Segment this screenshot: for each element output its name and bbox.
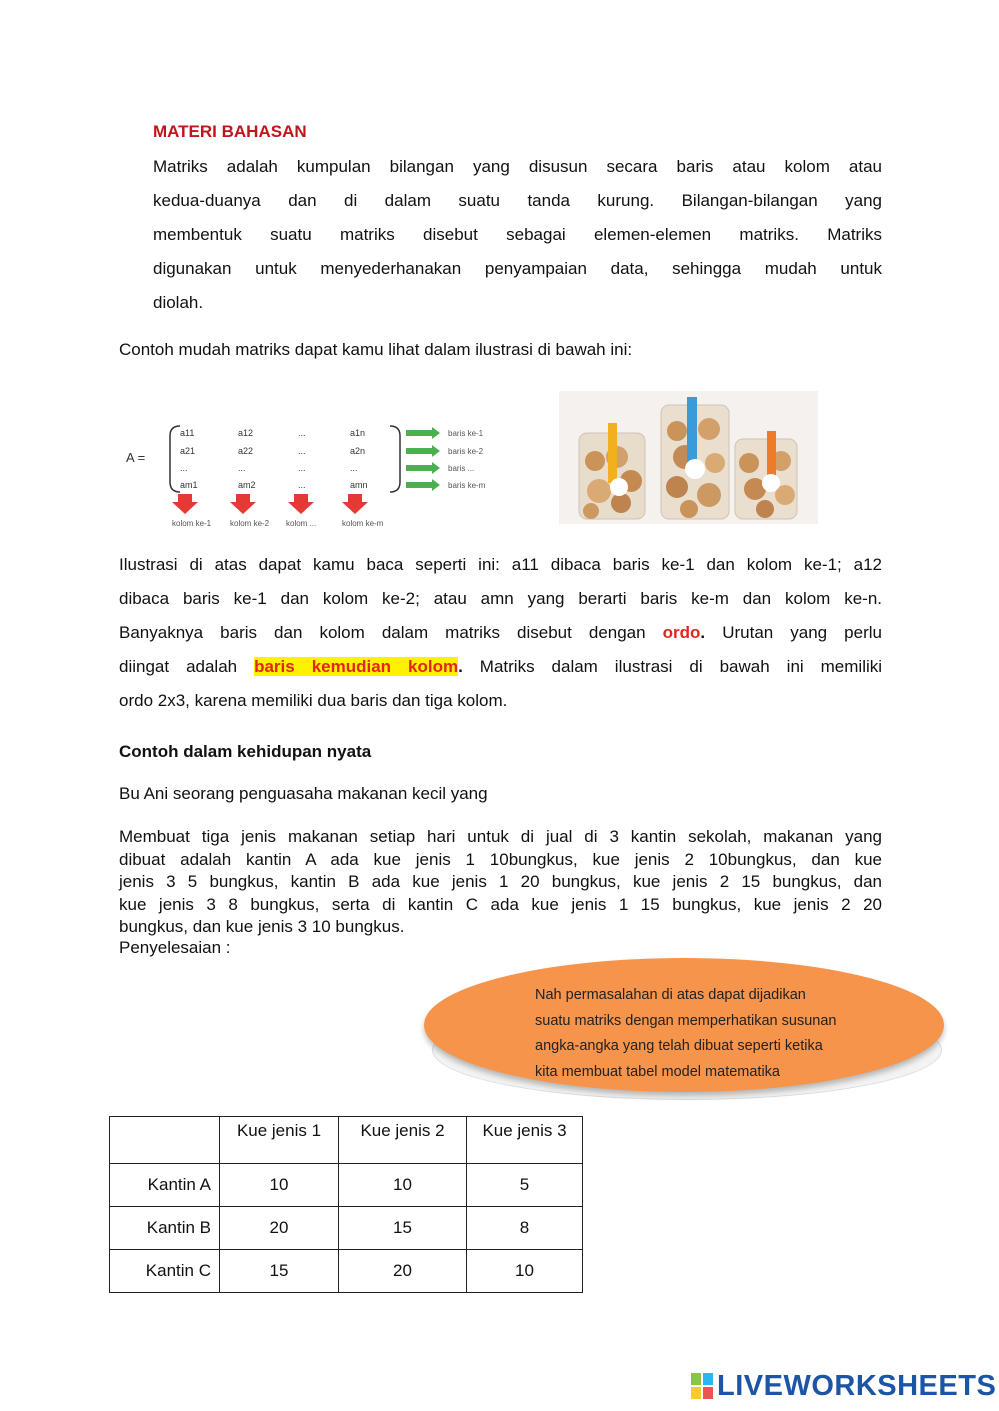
cookie-jars-photo bbox=[559, 391, 818, 524]
row-label: baris ke-1 bbox=[448, 429, 484, 438]
row-arrow-icon bbox=[406, 479, 440, 491]
table-header-cell bbox=[110, 1117, 220, 1164]
paragraph-line: dibuat adalah kantin A ada kue jenis 1 10bungkus, kue jenis 2 10bungkus, dan kue bbox=[119, 849, 882, 869]
explanation-paragraph bbox=[119, 548, 882, 718]
ordo-term: ordo bbox=[662, 623, 701, 642]
column-arrow-icon bbox=[342, 494, 368, 514]
paragraph-line bbox=[119, 616, 882, 650]
matrix-cell: a12 bbox=[238, 428, 254, 438]
column-label: kolom ke-m bbox=[342, 519, 384, 528]
matrix-cell: ... bbox=[298, 480, 306, 490]
paragraph-line: bungkus, dan kue jenis 3 10 bungkus. bbox=[119, 917, 405, 937]
table-cell: 15 bbox=[339, 1207, 467, 1250]
callout-line: angka-angka yang telah dibuat seperti ketika bbox=[535, 1038, 823, 1054]
column-arrows bbox=[172, 494, 368, 514]
paragraph-line: kedua-duanya dan di dalam suatu tanda kurung. Bilangan-bilangan yang bbox=[153, 191, 882, 210]
row-arrow-icon bbox=[406, 427, 440, 439]
logo-text: LIVEWORKSHEETS bbox=[717, 1369, 997, 1402]
column-label: kolom ... bbox=[286, 519, 317, 528]
story-intro: Bu Ani seorang penguasaha makanan kecil yang bbox=[119, 784, 488, 803]
table-cell: 10 bbox=[467, 1250, 583, 1293]
table-row bbox=[110, 1250, 583, 1293]
row-arrow-icon bbox=[406, 462, 440, 474]
text-span: Urutan yang perlu bbox=[705, 623, 882, 642]
table-cell: Kantin C bbox=[110, 1250, 220, 1293]
story-paragraph bbox=[119, 826, 882, 939]
row-label: baris ... bbox=[448, 464, 475, 473]
matrix-cell: ... bbox=[180, 463, 188, 473]
column-arrow-icon bbox=[172, 494, 198, 514]
solution-label: Penyelesaian : bbox=[119, 938, 231, 957]
paragraph-line bbox=[119, 650, 882, 684]
matrix-cell: ... bbox=[298, 446, 306, 456]
cookie-jar-right bbox=[735, 431, 797, 519]
table-row bbox=[110, 1164, 583, 1207]
matrix-cell: ... bbox=[298, 463, 306, 473]
callout-line: suatu matriks dengan memperhatikan susunan bbox=[535, 1012, 837, 1029]
liveworksheets-logo[interactable] bbox=[691, 1371, 996, 1401]
matrix-cell: ... bbox=[298, 428, 306, 438]
column-arrow-icon bbox=[288, 494, 314, 514]
matrix-illustration bbox=[118, 400, 518, 540]
callout-line: Nah permasalahan di atas dapat dijadikan bbox=[535, 987, 806, 1003]
table-cell: 15 bbox=[220, 1250, 339, 1293]
column-label: kolom ke-1 bbox=[172, 519, 212, 528]
paragraph-line: dibaca baris ke-1 dan kolom ke-2; atau amn yang berarti baris ke-m dan kolom ke-n. bbox=[119, 589, 882, 608]
matrix-cell: a11 bbox=[180, 428, 195, 438]
matrix-cell: amn bbox=[350, 480, 368, 490]
paragraph-line: Matriks adalah kumpulan bilangan yang disusun secara baris atau kolom atau bbox=[153, 157, 882, 176]
table-cell: 20 bbox=[339, 1250, 467, 1293]
paragraph-line: membentuk suatu matriks disebut sebagai elemen-elemen matriks. Matriks bbox=[153, 225, 882, 244]
callout-text bbox=[535, 983, 895, 1085]
paragraph-line: jenis 3 5 bungkus, kantin B ada kue jenis 1 20 bungkus, kue jenis 2 15 bungkus, dan bbox=[119, 872, 882, 892]
column-label: kolom ke-2 bbox=[230, 519, 270, 528]
matrix-cell: a1n bbox=[350, 428, 366, 438]
text-span: . bbox=[458, 657, 463, 676]
liveworksheets-icon bbox=[691, 1373, 713, 1399]
section-title: MATERI BAHASAN bbox=[153, 122, 307, 141]
table-header-row bbox=[110, 1117, 583, 1164]
text-span: . bbox=[700, 623, 706, 642]
left-bracket bbox=[170, 426, 180, 492]
table-cell: Kantin B bbox=[110, 1207, 220, 1250]
definition-paragraph bbox=[153, 150, 882, 320]
table-cell: 10 bbox=[220, 1164, 339, 1207]
callout-line: kita membuat tabel model matematika bbox=[535, 1063, 780, 1080]
row-arrow-icon bbox=[406, 445, 440, 457]
text-span: diingat adalah bbox=[119, 657, 255, 676]
data-table bbox=[109, 1116, 583, 1293]
matrix-cell: a21 bbox=[180, 446, 196, 456]
highlighted-term: baris kemudian kolom bbox=[254, 657, 459, 676]
table-row bbox=[110, 1207, 583, 1250]
row-label: baris ke-m bbox=[448, 481, 486, 490]
row-label: baris ke-2 bbox=[448, 447, 484, 456]
table-header-cell: Kue jenis 3 bbox=[467, 1117, 583, 1164]
matrix-cell: a22 bbox=[238, 446, 254, 456]
paragraph-line: kue jenis 3 8 bungkus, serta di kantin C ada kue jenis 1 15 bungkus, kue jenis 2 20 bbox=[119, 894, 882, 914]
table-cell: 10 bbox=[339, 1164, 467, 1207]
matrix-cell: am2 bbox=[238, 480, 256, 490]
text-span: Banyaknya baris dan kolom dalam matriks disebut dengan bbox=[119, 623, 663, 642]
table-header-cell: Kue jenis 2 bbox=[339, 1117, 467, 1164]
paragraph-line: digunakan untuk menyederhanakan penyampaian data, sehingga mudah untuk bbox=[153, 259, 882, 278]
right-bracket bbox=[390, 426, 400, 492]
paragraph-line: ordo 2x3, karena memiliki dua baris dan tiga kolom. bbox=[119, 691, 508, 710]
matrix-cell: a2n bbox=[350, 446, 366, 456]
column-arrow-icon bbox=[230, 494, 256, 514]
paragraph-line: diolah. bbox=[153, 293, 204, 312]
row-arrows bbox=[406, 427, 440, 491]
matrix-cell: ... bbox=[350, 463, 358, 473]
table-cell: Kantin A bbox=[110, 1164, 220, 1207]
table-cell: 20 bbox=[220, 1207, 339, 1250]
text-span: Matriks dalam ilustrasi di bawah ini memiliki bbox=[462, 657, 883, 676]
real-life-heading: Contoh dalam kehidupan nyata bbox=[119, 742, 372, 761]
paragraph-line: Membuat tiga jenis makanan setiap hari untuk di jual di 3 kantin sekolah, makanan yang bbox=[119, 827, 882, 846]
matrix-cell: ... bbox=[238, 463, 246, 473]
example-intro: Contoh mudah matriks dapat kamu lihat dalam ilustrasi di bawah ini: bbox=[119, 340, 633, 359]
cookie-jar-middle bbox=[661, 397, 729, 519]
matrix-label: A = bbox=[126, 450, 146, 465]
table-cell: 8 bbox=[467, 1207, 583, 1250]
table-header-cell: Kue jenis 1 bbox=[220, 1117, 339, 1164]
matrix-cell: am1 bbox=[180, 480, 198, 490]
paragraph-line: Ilustrasi di atas dapat kamu baca seperti ini: a11 dibaca baris ke-1 dan kolom ke-1; a12 bbox=[119, 555, 882, 574]
cookie-jar-left bbox=[579, 423, 645, 519]
table-cell: 5 bbox=[467, 1164, 583, 1207]
